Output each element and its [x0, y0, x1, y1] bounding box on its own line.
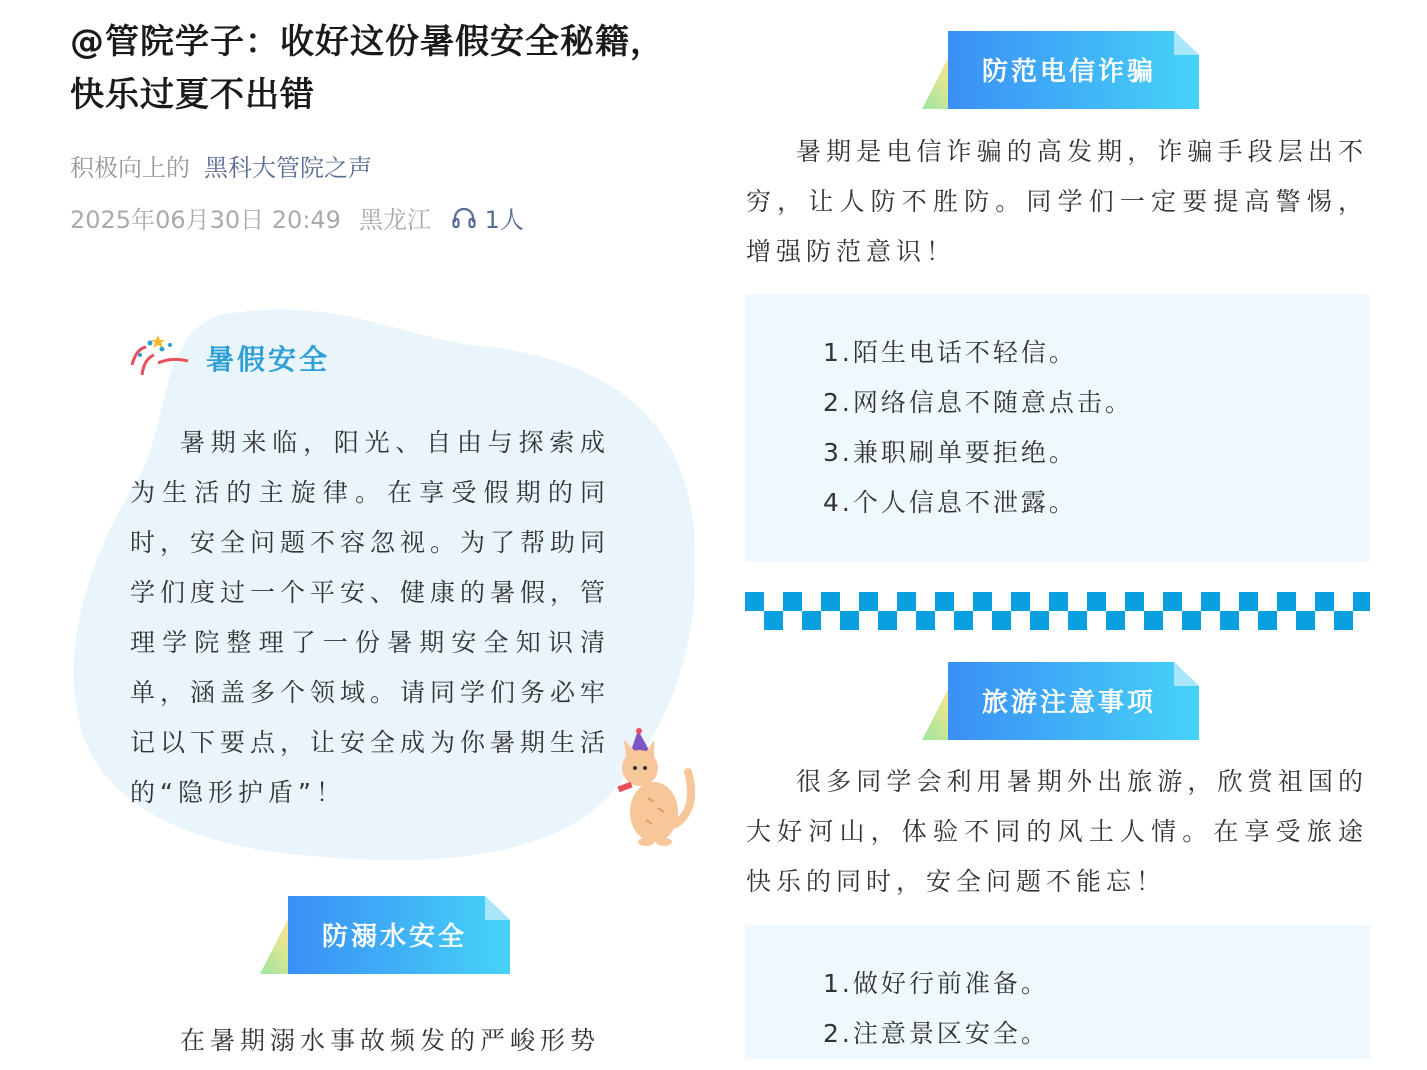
- checker-square: [1106, 611, 1125, 630]
- article-byline: [70, 148, 372, 183]
- travel-tips-list: [745, 925, 1370, 1059]
- fraud-tips-list: [745, 294, 1370, 528]
- checker-square: [802, 611, 821, 630]
- article-meta: [70, 200, 524, 235]
- checker-square: [1315, 592, 1334, 611]
- list-item: 2.注意景区安全。: [823, 1019, 1049, 1048]
- fireworks-icon: [128, 335, 192, 381]
- checker-square: [1353, 592, 1370, 611]
- checker-square: [859, 592, 878, 611]
- checker-square: [1182, 611, 1201, 630]
- checkerboard-divider: [745, 592, 1370, 630]
- checker-square: [1144, 611, 1163, 630]
- checker-square: [1030, 611, 1049, 630]
- checker-square: [840, 611, 859, 630]
- travel-tips-box: [745, 925, 1370, 1059]
- checker-square: [1011, 592, 1030, 611]
- list-item: 4.个人信息不泄露。: [823, 488, 1077, 517]
- checker-square: [783, 592, 802, 611]
- article-title: @管院学子：收好这份暑假安全秘籍，快乐过夏不出错: [70, 22, 665, 115]
- checker-square: [764, 611, 783, 630]
- party-cat-illustration: [608, 728, 698, 846]
- checker-square: [1334, 611, 1353, 630]
- checker-square: [1296, 611, 1315, 630]
- checker-square: [916, 611, 935, 630]
- drowning-section-body: 在暑期溺水事故频发的严峻形势: [180, 1026, 601, 1055]
- listen-count-value: 1人: [484, 206, 524, 234]
- travel-section-title: 旅游注意事项: [982, 688, 1157, 718]
- checker-square: [973, 592, 992, 611]
- list-item: 3.兼职刷单要拒绝。: [823, 438, 1077, 467]
- checker-square: [1068, 611, 1087, 630]
- listen-count[interactable]: [451, 206, 524, 234]
- travel-section-banner: [922, 662, 1199, 740]
- headphone-icon: [451, 206, 477, 230]
- checker-square: [1258, 611, 1277, 630]
- summer-safety-header: [128, 335, 330, 381]
- account-name-link[interactable]: 黑科大管院之声: [204, 154, 372, 182]
- checker-square: [1049, 592, 1068, 611]
- checker-square: [1201, 592, 1220, 611]
- drowning-section-title: 防溺水安全: [322, 922, 468, 952]
- summer-safety-body: 暑期来临，阳光、自由与探索成为生活的主旋律。在享受假期的同时，安全问题不容忽视。为了帮助同学们度过一个平安、健康的暑假，管理学院整理了一份暑期安全知识清单，涵盖多个领域。请同学们务必牢记以下要点，让安全成为你暑期生活的“隐形护盾”！: [130, 428, 611, 807]
- list-item: 1.做好行前准备。: [823, 969, 1049, 998]
- fraud-section-body: 暑期是电信诈骗的高发期，诈骗手段层出不穷，让人防不胜防。同学们一定要提高警惕，增强防范意识！: [746, 137, 1368, 266]
- checker-square: [878, 611, 897, 630]
- checker-square: [1220, 611, 1239, 630]
- summer-safety-title: 暑假安全: [206, 343, 331, 376]
- drowning-section-banner: [260, 896, 510, 974]
- checker-square: [1277, 592, 1296, 611]
- checker-square: [1239, 592, 1258, 611]
- fraud-tips-box: [745, 294, 1370, 562]
- fraud-section-banner: [922, 31, 1199, 109]
- checker-square: [821, 592, 840, 611]
- travel-section-body: 很多同学会利用暑期外出旅游，欣赏祖国的大好河山，体验不同的风土人情。在享受旅途快乐的同时，安全问题不能忘！: [746, 767, 1368, 896]
- checker-square: [954, 611, 973, 630]
- checker-square: [1163, 592, 1182, 611]
- checker-square: [935, 592, 954, 611]
- checker-square: [992, 611, 1011, 630]
- fraud-section-title: 防范电信诈骗: [982, 57, 1157, 87]
- publish-datetime: 2025年06月30日 20:49: [70, 206, 341, 234]
- publish-location: 黑龙江: [358, 206, 431, 234]
- list-item: 2.网络信息不随意点击。: [823, 388, 1133, 417]
- list-item: 1.陌生电话不轻信。: [823, 338, 1077, 367]
- author-prefix: 积极向上的: [70, 154, 190, 182]
- checker-square: [745, 592, 764, 611]
- checker-square: [1125, 592, 1144, 611]
- checker-square: [1087, 592, 1106, 611]
- checker-square: [897, 592, 916, 611]
